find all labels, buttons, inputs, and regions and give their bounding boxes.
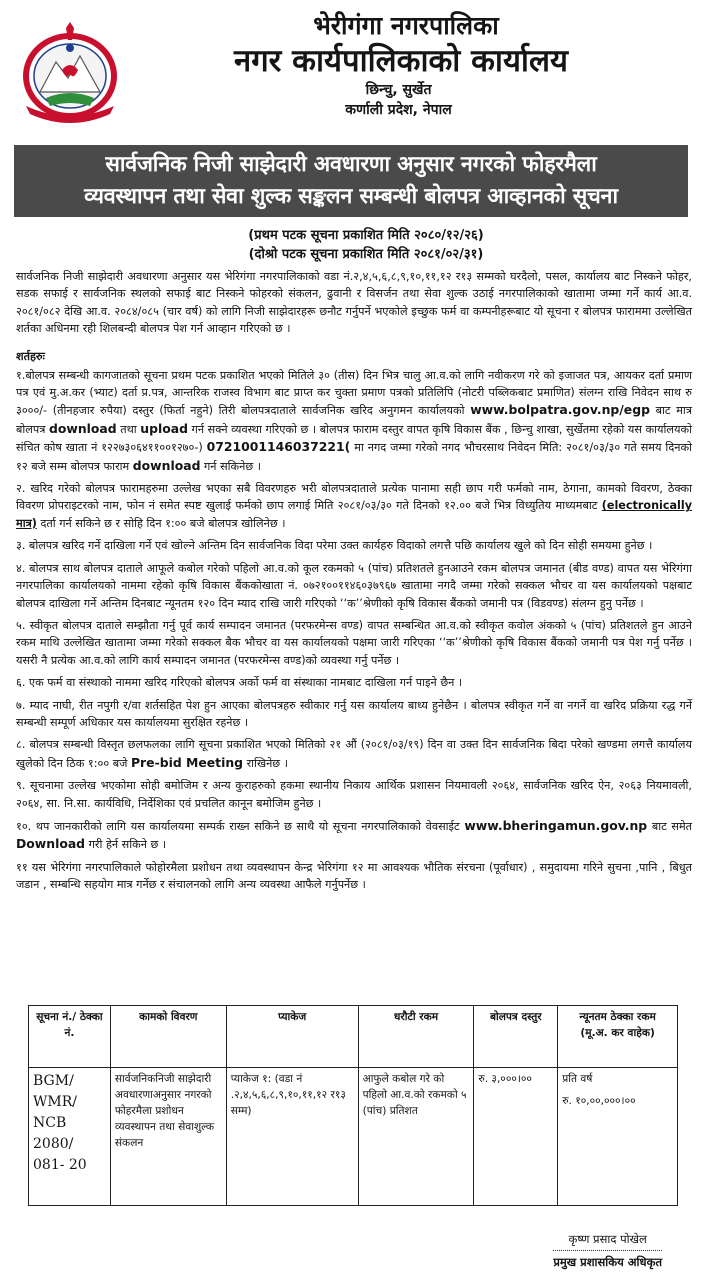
cell-work-description: सार्वजनिकनिजी साझेदारी अवधारणाअनुसार नगरको फोहरमैला प्रशोधन व्यवस्थापन तथा सेवाशुल्क संकलन	[110, 1068, 226, 1206]
office-address: छिन्चु, सुर्खेत	[365, 82, 432, 98]
intro-paragraph: सार्वजनिक निजी साझेदारी अवधारणा अनुसार यस भेरिगंगा नगरपालिकाको वडा नं.२,४,५,६,८,९,१०,११,१२ र१३ सम्मको घरदैलो, पसल, कार्यालय बाट निस्कने फोहर, सडक सफाई र सार्वजनिक स्थलको सफाई बाट निस्कने फोहरको संकलन, ढुवानी र विसर्जन तथा सेवा शुल्क उठाई नगरपालिकाको खातामा जम्मा गर्ने कार्य आ.व. २०८१/०८२ देखि आ.व. २०८४/०८५ (चार वर्ष) को लागि निजी साझेदारहरू छनौट गर्नुपर्ने भएकोले इच्छुक फर्म वा कम्पनीहरूबाट यो सूचना र बोलपत्र फाराममा उल्लेखित शर्तका अधिनमा रही शिलबन्दी बोलपत्र पेश गर्न आव्हान गरिएको छ ।	[16, 270, 692, 336]
term-1-text-c: तथा	[120, 422, 137, 436]
bank-account-number: 0721001146037221(	[206, 439, 351, 455]
term-1	[16, 367, 692, 475]
second-publication-date: (दोश्रो पटक सूचना प्रकाशित मिति २०८१/०२/३१)	[248, 247, 484, 262]
download-word-3: Download	[16, 836, 86, 852]
table-row	[29, 1068, 678, 1206]
col-deposit-amount: धरौटी रकम	[358, 1006, 474, 1068]
term-1-text-d: गर्न सक्ने व्यवस्था गरिएको छ । बोलपत्र फाराम दस्तुर वापत कृषि विकास बैंक , छिन्चु शाखा, सुर्खेतमा रहेको यस कार्यालयको संचित कोष खाता नं १२२७३०६४११००१२७०-)	[16, 422, 692, 455]
term-8-text-a: ८. बोलपत्र सम्बन्धी विस्तृत छलफलका लागि सूचना प्रकाशित भएको मितिको २१ औं (२०८१/०३/१९) दिन वा उक्त दिन सार्वजनिक बिदा परेको खण्डमा लगत्तै कार्यालय खुलेको दिन ठिक १:०० बजे	[16, 738, 692, 770]
term-10-text-b: बाट समेत	[651, 819, 693, 833]
notice-title-line-2: व्यवस्थापन तथा सेवा शुल्क सङ्कलन सम्बन्धी बोलपत्र आव्हानको सूचना	[84, 184, 618, 209]
term-2-text-a: २. खरिद गरेको बोलपत्र फारामहरुमा उल्लेख भएका सबै विवरणहरु भरी बोलपत्रदाताले प्रत्येक पानामा सही छाप गरी फर्मको नाम, ठेगाना, कामको विवरण, ठेक्का विवरण प्रोपराइटरको नाम, फोन नं समेत स्पष्ट खुलाई फर्मको छाप लगाई मिति २०८१/०३/३० गते दिनको १२.०० बजे भित्र विध्युतिय माध्यमबाट	[16, 482, 692, 513]
term-6: ६. एक फर्म वा संस्थाको नाममा खरिद गरिएको बोलपत्र अर्को फर्म वा संस्थाका नामबाट दाखिला गर्न पाइने छैन ।	[16, 676, 463, 690]
cell-minimum-contract-amount	[558, 1068, 678, 1206]
term-10-text-c: गरी हेर्न सकिने छ ।	[88, 838, 167, 852]
term-7: ७. म्याद नाघी, रीत नपुगी र/वा शर्तसहित पेश हुन आएका बोलपत्रहरु स्वीकार गर्नु यस कार्यालय बाध्य हुनेछैन । बोलपत्र स्वीकृत गर्ने वा नगर्ने वा खरिद प्रक्रिया रद्ध गर्ने सम्बन्धी सम्पूर्ण अधिकार यस कार्यालयमा सुरक्षित रहनेछ ।	[16, 698, 692, 729]
term-2-text-b: दर्ता गर्न सकिने छ र सोहि दिन १:०० बजे बोलपत्र खोलिनेछ ।	[40, 516, 286, 530]
term-10-text-a: १०. थप जानकारीको लागि यस कार्यालयमा सम्पर्क राख्न सकिने छ साथै यो सूचना नगरपालिकाको वेवसाईट	[16, 819, 460, 833]
col-minimum-contract-note: (मू.अ. कर वाहेक)	[580, 1027, 655, 1039]
notice-title-line-1: सार्वजनिक निजी साझेदारी अवधारणा अनुसार नगरको फोहरमैला	[105, 152, 597, 177]
cell-notice-number: BGM/ WMR/ NCB 2080/ 081- 20	[29, 1068, 111, 1206]
electronic-only-note: (electronically मात्र)	[16, 499, 693, 530]
pre-bid-meeting: Pre-bid Meeting	[130, 754, 244, 770]
cell-bid-fee: रु. ३,०००।००	[474, 1068, 558, 1206]
term-11: ११ यस भेरिगंगा नगरपालिकाले फोहोरमैला प्रशोधन तथा व्यवस्थापन केन्द्र भेरिगंगा १२ मा आवश्यक भौतिक संरचना (पूर्वाधार) , समुदायमा गरिने सुचना ,पानि , बिधुत जडान , सम्बन्धि सहयोग मात्र गर्नेछ र संचालनको लागि अन्य व्यवस्था आफैले गर्नुपर्नेछ ।	[16, 860, 692, 892]
term-10	[16, 817, 692, 854]
term-8	[16, 736, 692, 772]
term-1-text-b: बाट मात्र बोलपत्र	[16, 404, 693, 436]
cell-deposit-amount: आफुले कबोल गरे को पहिलो आ.व.को रकमको ५ (पांच) प्रतिशत	[358, 1068, 474, 1206]
col-bid-fee: बोलपत्र दस्तुर	[474, 1006, 558, 1068]
signature-block	[553, 1228, 662, 1273]
term-5: ५. स्वीकृत बोलपत्र दाताले सम्झौता गर्नु पूर्व कार्य सम्पादन जमानत (परफरमेन्स वण्ड) वापत सम्बन्धित आ.व.को स्वीकृत कवोल अंकको ५ (पांच) प्रतिशतले हुन आउने रकम माथि उल्लेखित खातामा जम्मा गरेको सक्कल बैक भौचर वा यस कार्यालयको पक्षमा जारी गरिएका ‘‘क’’श्रेणीको कृषि विकास बैंकको जमानी पत्र पेश गर्नु पर्नेछ । यसरी नै प्रत्येक आ.व.को लागि कार्य सम्पादन जमानत (परफरमेन्स वण्ड)को व्यवस्था गर्नु पर्नेछ ।	[16, 618, 692, 667]
terms-heading: शर्तहरुः	[16, 349, 45, 363]
term-3: ३. बोलपत्र खरिद गर्ने दाखिला गर्ने एवं खोल्ने अन्तिम दिन सार्वजनिक विदा परेमा उक्त कार्यहरु विदाको लगत्तै पछि कार्यालय खुले को दिन सोही समयमा हुनेछ ।	[16, 539, 653, 553]
cell-minimum-amount: रु. १०,००,०००।००	[562, 1095, 636, 1107]
download-word-1: download	[49, 420, 117, 436]
letterhead	[0, 0, 702, 142]
office-name: नगर कार्यपालिकाको कार्यालय	[234, 43, 568, 79]
col-notice-number: सूचना नं./ ठेक्का नं.	[29, 1006, 111, 1068]
term-8-text-b: राखिनेछ ।	[246, 756, 288, 770]
cell-minimum-per-year: प्रति वर्ष	[562, 1073, 593, 1085]
municipality-website-url: www.bheringamun.gov.np	[464, 817, 648, 833]
term-1-text-e: मा नगद जम्मा गरेको नगद भौचरसाथ निवेदन मिति: २०८१/०३/३० गते समय दिनको १२ बजे सम्म बोलपत्र फाराम	[16, 441, 692, 473]
term-2	[16, 480, 692, 532]
term-4: ४. बोलपत्र साथ बोलपत्र दाताले आफूले कबोल गरेको पहिलो आ.व.को कूल रकमको ५ (पांच) प्रतिशतले हुनआउने रकम बोलपत्र जमानत (बीड वण्ड) वापत यस भेरिगंगा नगरपालिका कार्यालयको नाममा रहेको कृषि विकास बैंककोखाता नं. ०७२१००११४६०३७९६७ खातामा नगदै जम्मा गरेको सक्कल भौचर वा यस कार्यालयको पक्षबाट बोलपत्र दाखिला गर्ने अन्तिम दिनबाट न्यूनतम १२० दिन म्याद राखि जारी गरिएको ‘‘क’’श्रेणीको कृषि विकास बैंकको जमानी पत्र (विडवण्ड) संलग्न हुनु पर्नेछ ।	[16, 561, 692, 610]
signatory-name: कृष्ण प्रसाद पोखेल	[553, 1228, 662, 1251]
province-name: कर्णाली प्रदेश, नेपाल	[345, 102, 452, 118]
col-package: प्याकेज	[226, 1006, 358, 1068]
notice-title-banner	[14, 145, 688, 217]
cell-package: प्याकेज १: (वडा नं .२,४,५,६,८,९,१०,११,१२ र१३ सम्म)	[226, 1068, 358, 1206]
publication-dates	[0, 226, 702, 264]
col-minimum-contract-amount	[558, 1006, 678, 1068]
download-word-2: download	[132, 457, 201, 473]
municipality-name: भेरीगंगा नगरपालिका	[313, 11, 499, 40]
term-1-text-f: गर्न सकिनेछ ।	[204, 459, 261, 473]
signatory-title: प्रमुख प्रशासकिय अधिकृत	[553, 1255, 662, 1269]
term-9: ९. सूचनामा उल्लेख भएकोमा सोही बमोजिम र अन्य कुराहरुको हकमा स्थानीय निकाय आर्थिक प्रशासन नियमावली २०६४, सार्वजनिक खरिद ऐन, २०६३ नियमावली, २०६४, सा. नि.सा. कार्यविधि, निर्देशिका एवं प्रचलित कानून बमोजिम हुनेछ ।	[16, 779, 692, 810]
col-minimum-contract-label: न्यूनतम ठेक्का रकम	[579, 1011, 656, 1023]
col-work-description: कामको विवरण	[110, 1006, 226, 1068]
upload-word: upload	[140, 420, 188, 436]
term-1-text-a: १.बोलपत्र सम्बन्धी कागजातको सूचना प्रथम पटक प्रकाशित भएको मितिले ३० (तीस) दिन भित्र चालु आ.व.को लागि नवीकरण गरे को इजाजत पत्र, आयकर दर्ता प्रमाण पत्र एवं मु.अ.कर (भ्याट) दर्ता प्र.पत्र, आन्तरिक राजस्व विभाग बाट प्राप्त कर चुक्ता प्रमाण पत्रको प्रतिलिपि (नोटरी पब्लिकबाट प्रमाणित) संलग्न राखि निवेदन साथ रु ३०००/- (तीनहजार रुपैया) दस्तुर (फिर्ता नहुने) तिरी बोलपत्रदाताले सार्वजनिक खरिद अनुगमन कार्यालयको	[16, 368, 692, 418]
first-publication-date: (प्रथम पटक सूचना प्रकाशित मिति २०८०/१२/२६)	[248, 228, 484, 243]
notice-body	[16, 268, 692, 894]
tender-table	[28, 1005, 678, 1206]
tender-table-header-row	[29, 1006, 678, 1068]
egp-portal-url: www.bolpatra.gov.np/egp	[470, 402, 650, 418]
